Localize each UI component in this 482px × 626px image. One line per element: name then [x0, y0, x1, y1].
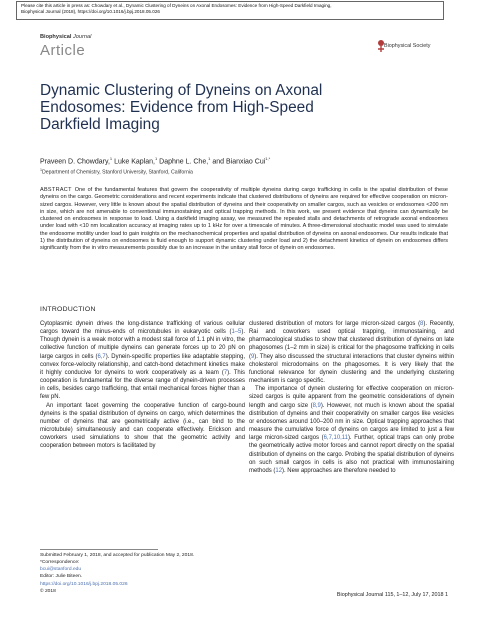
article-title: Dynamic Clustering of Dyneins on Axonal Endosomes: Evidence from High-Speed Darkfield Imaging: [40, 82, 323, 134]
abstract-text: One of the fundamental features that govern the cooperativity of multiple dyneins during cargo trafficking in cells is the spatial distribution of these dyneins on the cargo. Geometric considerations and recent experiments indicate that clustered distributions of dyneins are required for effective cooperation on micron-sized cargos. However, very little is known about the spatial distribution of dyneins and their cooperativity on smaller cargos, such as vesicles or endosomes <200 nm in size, which are not amenable to conventional immunostaining and optical trapping methods. In this work, we present evidence that dyneins can dynamically be clustered on endosomes in response to load. Using a darkfield imaging assay, we measured the repeated stalls and detachments of retrograde axonal endosomes under load with <10 nm localization accuracy at imaging rates up to 1 kHz for over a timescale of minutes. A three-dimensional stochastic model was used to simulate the endosome motility under load to gain insights on the mechanochemical properties and spatial distribution of dyneins on axonal endosomes. Our results indicate that 1) the distribution of dyneins on endosomes is fluid enough to support dynamic clustering under load and 2) the detachment kinetics of dynein on endosomes differs significantly from the in vitro measurements possibly due to an increase in the unitary stall force of dynein on endosomes.: [40, 187, 448, 252]
paragraph-text: ). This cooperation is fundamental for the diverse range of dynein-driven processes in cells, besides cargo trafficking, that entail mechanical forces higher than a few pN.: [40, 369, 246, 401]
author-1-sup: 1: [109, 156, 113, 161]
editor-note: Editor: Julie Biteen.: [40, 574, 83, 580]
doi-link[interactable]: https://doi.org/10.1016/j.bpj.2018.05.026: [40, 581, 128, 587]
reference-link[interactable]: 6,7,10,11: [323, 435, 348, 442]
correspondence-label: *Correspondence:: [40, 560, 80, 566]
society-name: Biophysical Society: [384, 43, 431, 49]
reference-link[interactable]: 8,9: [312, 402, 321, 409]
reference-link[interactable]: 12: [275, 467, 283, 474]
paragraph: An important facet governing the cooperative function of cargo-bound dyneins is the spatial distribution of dyneins on cargo, which determines the number of dyneins that are geometrically active (i.e., can bind to the microtubule) simultaneously and can cooperate effectively. Erickson and coworkers used simulations to show that the geometric activity and cooperation between motors is facilitated by: [40, 402, 245, 450]
author-3-sup: 1: [208, 156, 211, 161]
citation-line-1: Please cite this article in press as: Chowdary et al., Dynamic Clustering of Dyneins on Axonal Endosomes: Evidence from High-Speed Darkfield Imaging,: [21, 3, 332, 8]
citation-line-2: Biophysical Journal (2018), https://doi.org/10.1016/j.bpj.2018.05.026: [21, 9, 160, 15]
paragraph: [40, 320, 245, 402]
paragraph-text: The importance of dynein clustering for effective cooperation on micron-sized cargos is quite apparent from the geometric considerations of dynein length and cargo size (: [249, 386, 454, 409]
affiliation-text: Department of Chemistry, Stanford University, Stanford, California: [42, 169, 193, 176]
society-logo: [376, 36, 448, 54]
correspondence-email-link[interactable]: bcui@stanford.edu: [40, 567, 82, 573]
journal-name-part1: Biophysical: [40, 34, 72, 40]
journal-name: [40, 34, 91, 40]
paragraph-text: ). They also discussed the structural interactions that cluster dyneins within cholesterol microdomains on the phagosomes. It is very likely that the functional relevance for dynein clustering and the underlying clustering mechanism is cargo specific.: [249, 353, 454, 385]
paragraph-text: ). However, not much is known about the spatial distribution of dyneins and their cooperativity on smaller cargos like vesicles or endosomes around 100–200 nm in size. Optical trapping approaches that measure the cumulative force of dyneins on cargos are limited to just a few large micron-sized cargos (: [249, 402, 454, 442]
paragraph-text: ). Further, optical traps can only probe the geometrically active motor forces and cannot report directly on the spatial distribution of dyneins on the cargo. Probing the spatial distribution of dyneins on such small cargos in cells is also not practical with immunostaining methods (: [249, 435, 454, 474]
author-list: [40, 156, 270, 165]
reference-link[interactable]: 7: [223, 369, 228, 376]
body-column-right: [249, 320, 454, 475]
paragraph-text: ). Dynein-specific properties like adaptable stepping, convex force-velocity relationship, and catch-bond detachment kinetics make it highly conducive for dyneins to work cooperatively as a team (: [40, 353, 245, 376]
reference-link[interactable]: 9: [250, 353, 255, 360]
reference-link[interactable]: 8: [420, 321, 424, 327]
copyright-note: © 2018: [40, 588, 56, 594]
submission-note: Submitted February 1, 2018, and accepted for publication May 2, 2018.: [40, 553, 195, 558]
affiliation-sup: 1: [40, 168, 42, 172]
paragraph: [249, 320, 454, 385]
paragraph-text: clustered distribution of motors for large micron-sized cargos (: [249, 321, 421, 327]
paragraph-text: ). New approaches are therefore needed to: [282, 467, 396, 474]
reference-link[interactable]: 1–5: [231, 329, 242, 336]
paragraph: [249, 385, 454, 475]
journal-name-part2: Journal: [72, 34, 92, 40]
citation-notice: [16, 1, 444, 20]
page-footer: Biophysical Journal 115, 1–12, July 17, 2018 1: [336, 592, 448, 598]
affiliation: [40, 168, 193, 176]
author-4-sup: 1,*: [265, 156, 271, 161]
author-2: Luke Kaplan,: [112, 158, 155, 166]
reference-link[interactable]: 6,7: [97, 353, 106, 360]
author-3: Daphne L. Che,: [157, 158, 209, 166]
paragraph-text: ). Though dynein is a weak motor with a modest stall force of 1.1 pN in vitro, the collective function of multiple dyneins can generate forces up to 20 pN on large cargos in cells (: [40, 329, 245, 360]
paragraph-text: Cytoplasmic dynein drives the long-distance trafficking of various cellular cargos toward the minus-ends of microtubules in eukaryotic cells (: [40, 321, 245, 336]
paragraph-text: ). Recently, Rai and coworkers used optical trapping, immunostaining, and pharmacological studies to show that clustered distribution of dyneins on late phagosomes (1–2 mm in size) is critical for the phagosome trafficking in cells (: [249, 321, 454, 360]
section-heading-introduction: INTRODUCTION: [40, 306, 96, 313]
correspondence-note: [40, 559, 245, 573]
abstract: [40, 187, 448, 253]
author-4: and Bianxiao Cui: [210, 158, 266, 166]
abstract-label: ABSTRACT: [40, 187, 72, 193]
footnote-divider: [40, 549, 158, 550]
author-1: Praveen D. Chowdary,: [40, 158, 110, 166]
body-column-left: [40, 320, 245, 451]
footnotes: [40, 552, 245, 595]
author-2-sup: 1: [154, 156, 158, 161]
article-type-label: Article: [40, 42, 86, 59]
